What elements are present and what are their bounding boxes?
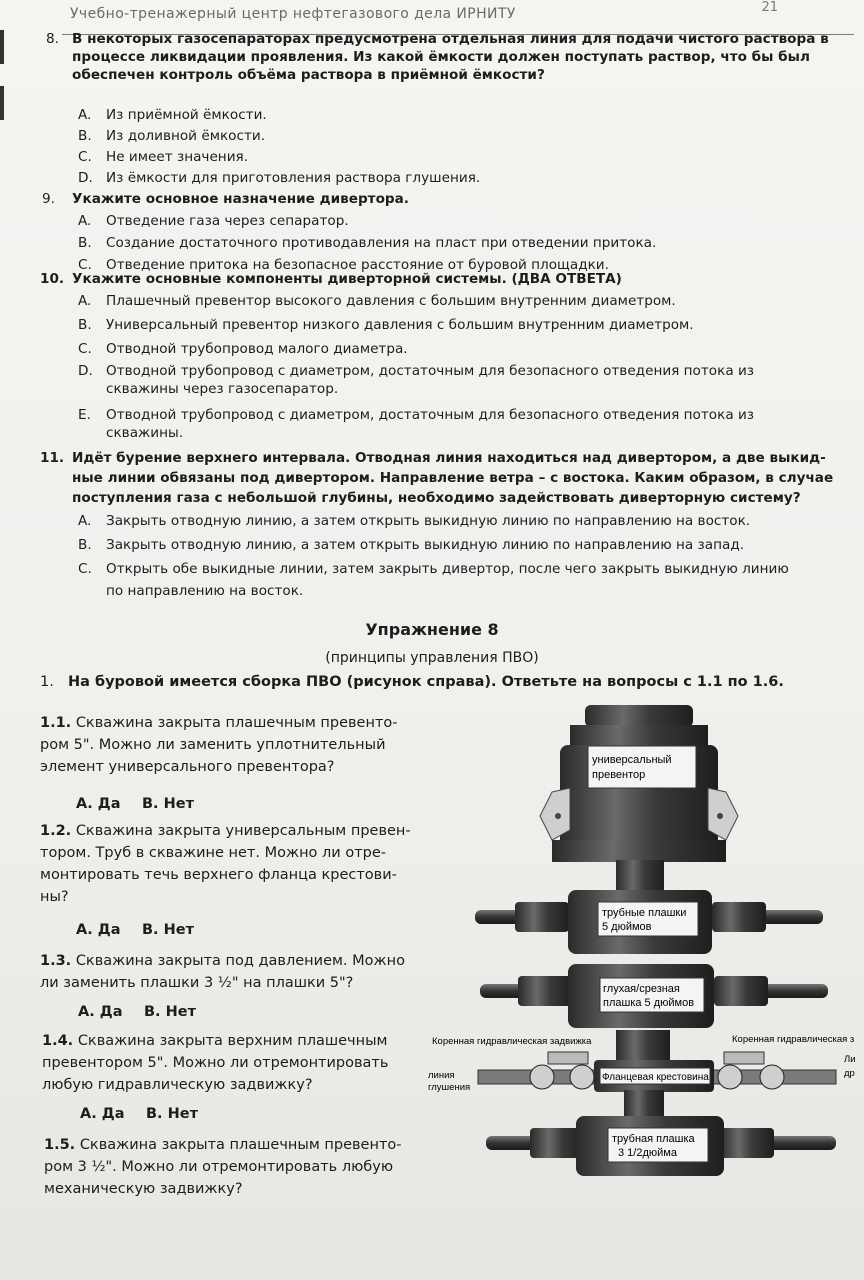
- blind-rams-label-2: плашка 5 дюймов: [603, 997, 695, 1009]
- blind-rams-label-1: глухая/срезная: [603, 983, 680, 995]
- pipe-rams-label-2: 5 дюймов: [602, 921, 652, 933]
- answer-no-1-1: В. Нет: [142, 796, 194, 812]
- kill-line-label-2: глушения: [428, 1082, 471, 1093]
- blind-shear-rams: [480, 964, 828, 1028]
- q8-option-b: B. Из доливной ёмкости.: [78, 128, 266, 144]
- running-header: Учебно-тренажерный центр нефтегазового дела ИРНИТУ: [70, 6, 516, 22]
- lower-rams-label-1: трубная плашка: [612, 1133, 695, 1145]
- annular-label-1: универсальный: [592, 754, 672, 766]
- q10-option-a: A. Плашечный превентор высокого давления с большим внутренним диаметром.: [78, 293, 676, 309]
- pipe-rams-5in: [475, 890, 823, 954]
- subquestion-1-4: 1.4. Скважина закрыта верхним плашечным превентором 5". Можно ли отремонтировать любую гидравлическую задвижку?: [42, 1033, 389, 1093]
- question-11: 11. Идёт бурение верхнего интервала. Отводная линия находиться над дивертором, а две выкид- ные линии обвязаны под дивертором. Направление ветра – с востока. Каким образом, в случае поступления газа с небольшой глубины, необходимо задействовать диверторную систему?: [40, 450, 834, 506]
- lower-rams-label-2: 3 1/2дюйма: [618, 1147, 677, 1159]
- hcr-valve-left-label: Коренная гидравлическая задвижка: [432, 1036, 592, 1047]
- q8-option-d: D. Из ёмкости для приготовления раствора глушения.: [78, 170, 481, 186]
- subquestion-1-3: 1.3. Скважина закрыта под давлением. Можно ли заменить плашки 3 ½" на плашки 5"?: [40, 953, 405, 991]
- q10-option-d: D. Отводной трубопровод с диаметром, достаточным для безопасного отведения потока из скважины через газосепаратор.: [78, 363, 755, 397]
- page-number: 21: [761, 0, 778, 15]
- pipe-rams-3-5in: [486, 1116, 836, 1176]
- answer-yes-1-2: А. Да: [76, 922, 121, 938]
- answer-yes-1-1: А. Да: [76, 796, 121, 812]
- question-8: 8. В некоторых газосепараторах предусмотрена отдельная линия для подачи чистого раствора в процессе ликвидации проявления. Из какой ёмкости должен поступать раствор, что бы был обеспечен контроль объёма раствора в приёмной ёмкости?: [46, 31, 829, 83]
- q9-option-a: A. Отведение газа через сепаратор.: [78, 213, 349, 229]
- binder-mark: [0, 86, 4, 120]
- question-10: 10. Укажите основные компоненты диверторной системы. (ДВА ОТВЕТА): [40, 271, 622, 287]
- q11-option-a: A. Закрыть отводную линию, а затем открыть выкидную линию по направлению на восток.: [78, 513, 751, 529]
- q9-option-c: C. Отведение притока на безопасное расстояние от буровой площадки.: [78, 257, 609, 273]
- subquestion-1-2: 1.2. Скважина закрыта универсальным превен- тором. Труб в скважине нет. Можно ли отре- монтировать течь верхнего фланца крестови- ны?: [40, 823, 411, 905]
- exercise-intro: 1. На буровой имеется сборка ПВО (рисунок справа). Ответьте на вопросы с 1.1 по 1.6.: [40, 674, 784, 690]
- q10-option-e: E. Отводной трубопровод с диаметром, достаточным для безопасного отведения потока из скважины.: [78, 407, 755, 441]
- answer-no-1-4: В. Нет: [146, 1106, 198, 1122]
- answer-no-1-3: В. Нет: [144, 1004, 196, 1020]
- answer-yes-1-4: А. Да: [80, 1106, 125, 1122]
- answer-yes-1-3: А. Да: [78, 1004, 123, 1020]
- exercise-subtitle: (принципы управления ПВО): [325, 650, 539, 666]
- svg-text:Ли: Ли: [844, 1054, 856, 1065]
- question-9: 9. Укажите основное назначение дивертора.: [42, 191, 409, 207]
- subquestion-1-5: 1.5. Скважина закрыта плашечным превенто- ром 3 ½". Можно ли отремонтировать любую механическую задвижку?: [44, 1137, 402, 1197]
- drilling-spool: [428, 1030, 856, 1116]
- hcr-valve-right-label: Коренная гидравлическая з: [732, 1034, 855, 1045]
- annular-label-2: превентор: [592, 769, 646, 781]
- answer-no-1-2: В. Нет: [142, 922, 194, 938]
- kill-line-label-1: линия: [428, 1070, 455, 1081]
- exercise-title: Упражнение 8: [365, 620, 499, 639]
- q8-option-c: C. Не имеет значения.: [78, 149, 249, 165]
- q9-option-b: B. Создание достаточного противодавления на пласт при отведении притока.: [78, 235, 657, 251]
- bop-stack-figure: [420, 700, 864, 1180]
- svg-text:др: др: [844, 1068, 855, 1079]
- q11-option-c: C. Открыть обе выкидные линии, затем закрыть дивертор, после чего закрыть выкидную линию по направлению на восток.: [78, 561, 789, 599]
- spool-label: Фланцевая крестовина: [602, 1072, 709, 1083]
- pipe-rams-label-1: трубные плашки: [602, 907, 687, 919]
- subquestion-1-1: 1.1. Скважина закрыта плашечным превенто- ром 5". Можно ли заменить уплотнительный элемент универсального превентора?: [40, 715, 398, 775]
- annular-preventer: [540, 705, 738, 890]
- binder-mark: [0, 30, 4, 64]
- q10-option-b: B. Универсальный превентор низкого давления с большим внутренним диаметром.: [78, 317, 694, 333]
- q11-option-b: B. Закрыть отводную линию, а затем открыть выкидную линию по направлению на запад.: [78, 537, 745, 553]
- q10-option-c: C. Отводной трубопровод малого диаметра.: [78, 341, 408, 357]
- q8-option-a: A. Из приёмной ёмкости.: [78, 107, 267, 123]
